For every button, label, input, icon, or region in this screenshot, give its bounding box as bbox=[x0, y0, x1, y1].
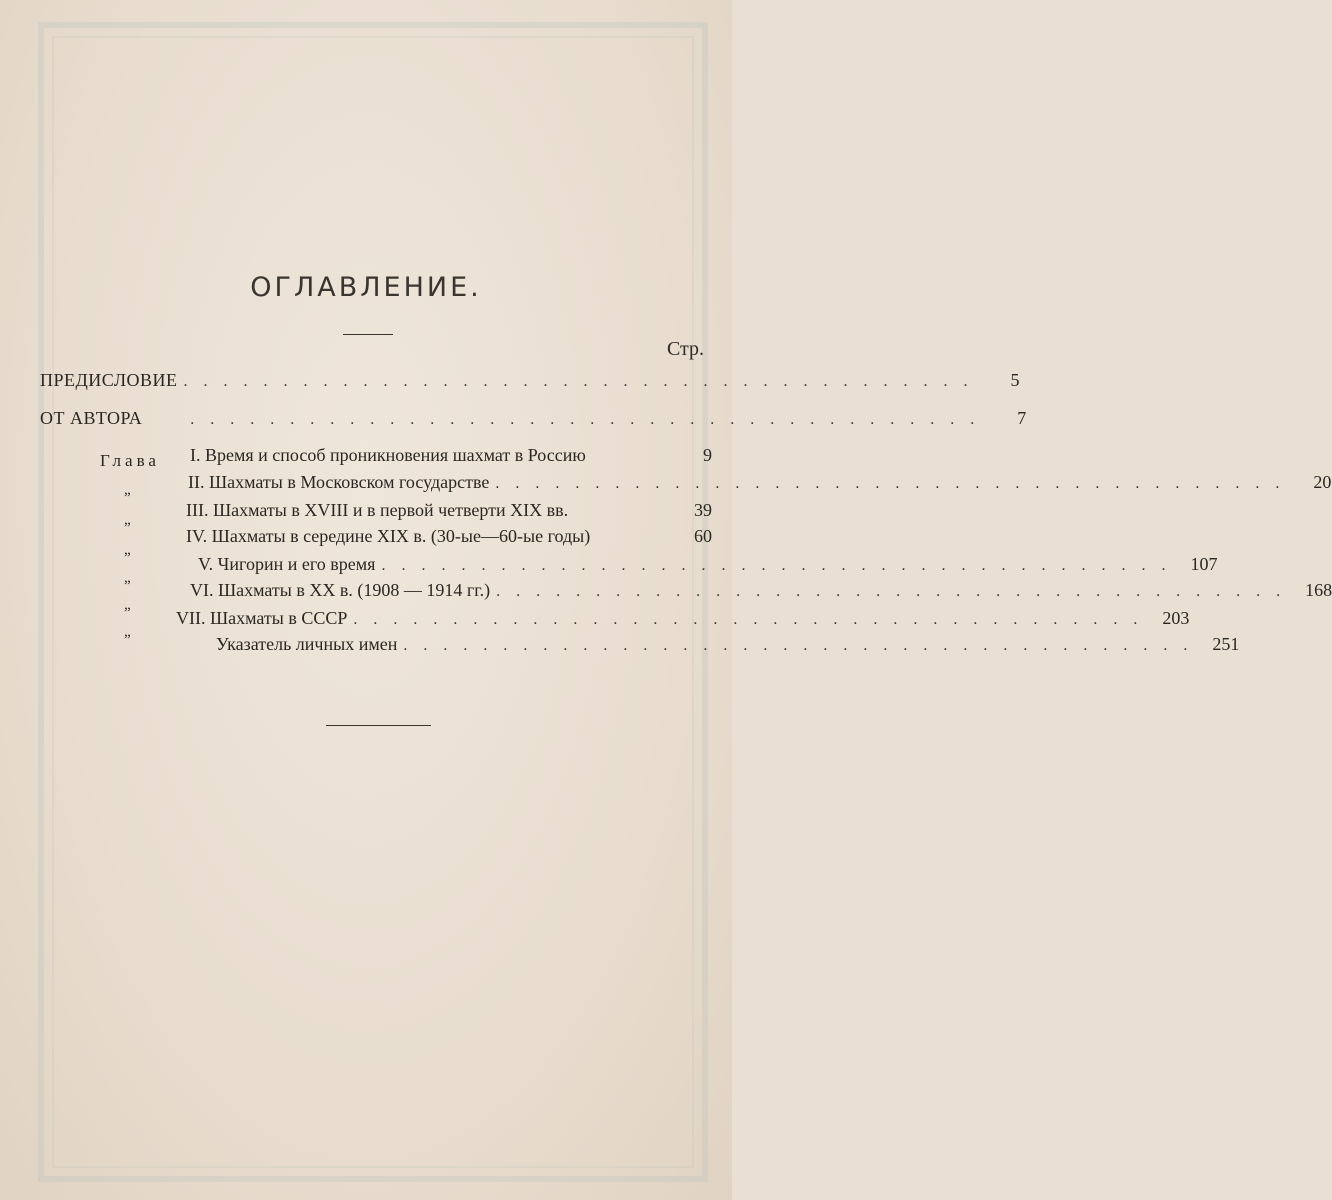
toc-entry-page: 5 bbox=[1010, 370, 1020, 390]
chapter-prefix-ditto: „ bbox=[124, 597, 131, 613]
chapter-title: II. Шахматы в Московском государстве bbox=[188, 472, 490, 492]
chapter-title: VII. Шахматы в СССР bbox=[176, 608, 348, 628]
toc-entry-chapter-6[interactable] bbox=[190, 580, 1332, 606]
toc-entry-chapter-7[interactable] bbox=[176, 608, 1190, 634]
chapter-page: 60 bbox=[694, 526, 712, 546]
index-label: Указатель личных имен bbox=[216, 634, 398, 654]
dot-leader: . . . . . . . . . . . . . . . . . . . . . . . . . . . . . . . . . . . . . . . . bbox=[190, 411, 981, 428]
toc-entry-preface[interactable] bbox=[40, 370, 1020, 396]
index-page: 251 bbox=[1212, 634, 1240, 654]
toc-entry-label: ОТ АВТОРА bbox=[40, 408, 143, 428]
dot-leader: . . . . . . . . . . . . . . . . . . . . . . . . . . . . . . . . . . . . . . . . bbox=[353, 611, 1144, 628]
toc-entry-chapter-1[interactable] bbox=[190, 445, 712, 471]
chapter-page: 9 bbox=[703, 445, 712, 465]
toc-entry-chapter-4[interactable] bbox=[186, 526, 712, 552]
dot-leader: . . . . . . . . . . . . . . . . . . . . . . . . . . . . . . . . . . . . . . . . bbox=[183, 373, 974, 390]
chapter-page: 203 bbox=[1162, 608, 1190, 628]
chapter-prefix-ditto: „ bbox=[124, 570, 131, 586]
chapter-page: 20 bbox=[1313, 472, 1332, 492]
chapter-page: 168 bbox=[1305, 580, 1332, 600]
chapter-prefix: Глава bbox=[100, 451, 160, 470]
toc-entry-chapter-2[interactable] bbox=[188, 472, 1332, 498]
chapter-page: 107 bbox=[1190, 554, 1218, 574]
chapter-prefix-ditto: „ bbox=[124, 512, 131, 528]
toc-title: ОГЛАВЛЕНИЕ. bbox=[250, 272, 482, 303]
chapter-page: 39 bbox=[694, 500, 712, 520]
chapter-prefix-ditto: „ bbox=[124, 542, 131, 558]
dot-leader: . . . . . . . . . . . . . . . . . . . . . . . . . . . . . . . . . . . . . . . . bbox=[495, 475, 1286, 492]
chapter-title: IV. Шахматы в середине XIX в. (30-ые—60-ые годы) bbox=[186, 526, 591, 546]
toc-entry-index[interactable] bbox=[216, 634, 1240, 660]
page-column-label: Стр. bbox=[666, 338, 704, 360]
dot-leader: . . . . . . . . . . . . . . . . . . . . . . . . . . . . . . . . . . . . . . . . bbox=[381, 557, 1172, 574]
closing-rule bbox=[326, 725, 431, 726]
chapter-prefix-ditto: „ bbox=[124, 624, 131, 640]
dot-leader: . . . . . . . . . . . . . . . . . . . . . . . . . . . . . . . . . . . . . . . . bbox=[403, 637, 1194, 654]
dot-leader: . . . . . . . . . . . . . . . . . . . . . . . . . . . . . . . . . . . . . . . . bbox=[496, 583, 1287, 600]
chapter-title: III. Шахматы в XVIII и в первой четверти XIX вв. bbox=[186, 500, 569, 520]
toc-entry-page: 7 bbox=[1017, 408, 1027, 428]
toc-entry-chapter-5[interactable] bbox=[198, 554, 1218, 580]
chapter-prefix-ditto: „ bbox=[124, 482, 131, 498]
chapter-title: VI. Шахматы в XX в. (1908 — 1914 гг.) bbox=[190, 580, 491, 600]
toc-entry-from-author[interactable] bbox=[40, 408, 1027, 434]
chapter-title: I. Время и способ проникновения шахмат в Россию bbox=[190, 445, 586, 465]
toc-entry-label: ПРЕДИСЛОВИЕ bbox=[40, 370, 178, 390]
toc-entry-chapter-3[interactable] bbox=[186, 500, 712, 526]
title-rule bbox=[343, 334, 393, 335]
chapter-title: V. Чигорин и его время bbox=[198, 554, 376, 574]
